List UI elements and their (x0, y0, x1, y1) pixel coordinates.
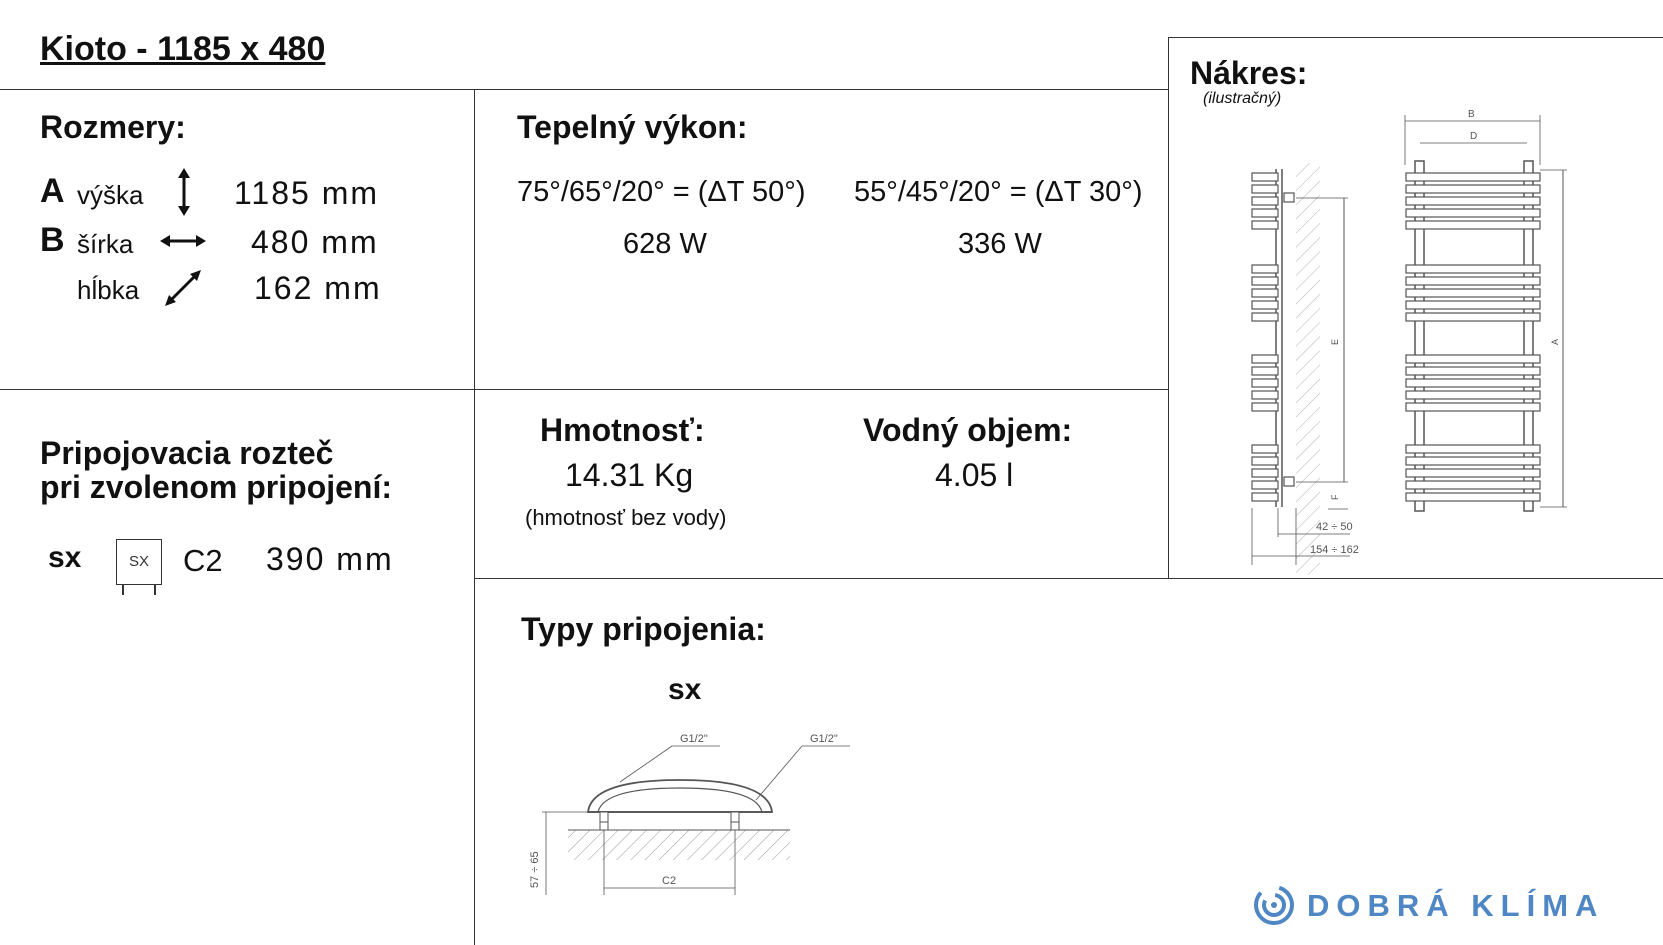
heat-output-condition-1: 75°/65°/20° = (ΔT 50°) (517, 176, 806, 208)
dimension-label-width: šírka (77, 229, 134, 259)
water-volume-value: 4.05 l (935, 457, 1014, 493)
sx-label-g-right: G1/2" (810, 733, 838, 745)
connection-spacing-heading-2: pri zvolenom pripojení: (40, 469, 393, 505)
sx-label-spacing: C2 (662, 875, 677, 887)
heat-output-condition-2: 55°/45°/20° = (ΔT 30°) (854, 176, 1143, 208)
heat-output-value-2: 336 W (958, 228, 1042, 260)
drawing-label-e: E (1330, 338, 1340, 345)
drawing-label-d: D (1470, 131, 1478, 142)
weight-value: 14.31 Kg (565, 457, 694, 493)
brand-logo-icon (1253, 884, 1295, 926)
horizontal-arrow-icon (160, 230, 206, 252)
divider-drawing-left (1168, 37, 1169, 579)
divider-middle-vertical (474, 89, 475, 945)
dimension-letter-a: A (40, 172, 65, 210)
connection-spacing-heading-1: Pripojovacia rozteč (40, 435, 334, 471)
heat-output-heading: Tepelný výkon: (517, 109, 748, 145)
sx-connection-icon (116, 539, 162, 585)
divider-title (0, 89, 1168, 90)
sx-label-height: 57 ÷ 65 (529, 851, 541, 888)
connection-types-heading: Typy pripojenia: (521, 611, 766, 647)
dimension-value-depth: 162 mm (254, 270, 382, 306)
connection-code: C2 (183, 543, 223, 578)
vertical-arrow-icon (172, 168, 196, 216)
divider-row1 (0, 389, 1168, 390)
heat-output-value-1: 628 W (623, 228, 707, 260)
dimension-value-width: 480 mm (251, 224, 379, 260)
drawing-label-depth1: 42 ÷ 50 (1316, 521, 1353, 533)
drawing-label-b: B (1468, 109, 1475, 120)
sx-connection-icon-label: SX (128, 553, 149, 570)
weight-note: (hmotnosť bez vody) (525, 505, 727, 530)
sx-icon-leg-left (122, 585, 124, 595)
connection-type-label: sx (48, 541, 82, 574)
drawing-note: (ilustračný) (1203, 90, 1282, 107)
dimension-value-height: 1185 mm (234, 175, 380, 211)
connection-spacing-value: 390 mm (266, 541, 394, 577)
weight-heading: Hmotnosť: (540, 412, 705, 448)
dimensions-heading: Rozmery: (40, 109, 186, 145)
drawing-label-a: A (1550, 338, 1560, 345)
drawing-label-f: F (1330, 494, 1340, 500)
dimension-label-depth: hĺbka (77, 275, 140, 305)
drawing-label-depth2: 154 ÷ 162 (1310, 544, 1359, 556)
radiator-technical-drawing (1240, 105, 1580, 575)
sx-icon-leg-right (154, 585, 156, 595)
drawing-heading: Nákres: (1190, 55, 1308, 91)
page-title: Kioto - 1185 x 480 (40, 30, 326, 68)
connection-types-sx-label: sx (668, 673, 702, 706)
diagonal-arrow-icon (163, 268, 203, 308)
water-volume-heading: Vodný objem: (863, 412, 1073, 448)
divider-row2 (474, 578, 1663, 579)
brand-logo-text: DOBRÁ KLÍMA (1307, 888, 1605, 923)
divider-drawing-top (1168, 37, 1663, 38)
dimension-letter-b: B (40, 221, 65, 259)
sx-label-g-left: G1/2" (680, 733, 708, 745)
sx-connection-diagram (520, 730, 860, 895)
dimension-label-height: výška (77, 180, 144, 210)
